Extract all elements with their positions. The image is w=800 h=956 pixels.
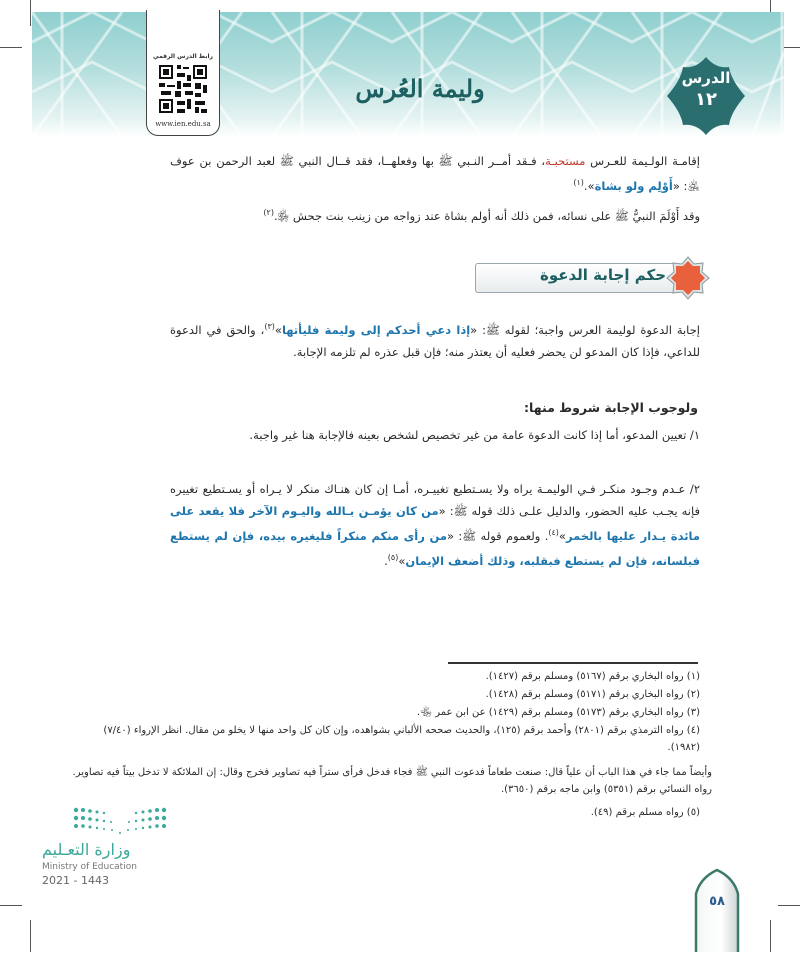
text: ».: [583, 178, 595, 193]
text: ٢/ عـدم وجـود منكـر فـي الوليمـة يراه ولا يسـتطيع تغييـره، أمـا إن كان هنـاك منكر لا يـراه أو يسـتطيع تغييره فإنه يجـب عليه الحضور، والدليل علـى ذلك قوله ﷺ: «: [170, 482, 700, 518]
lesson-label: الدرس: [681, 69, 731, 87]
footnote-ref[interactable]: (٥): [387, 552, 399, 562]
footnote-divider: [448, 662, 698, 664]
footnote: (٥) رواه مسلم برقم (٤٩).: [590, 807, 700, 818]
text: ١/ تعيين المدعو، أما إذا كانت الدعوة عامة من غير تخصيص لشخص بعينه فالإجابة هنا غير واجبة.: [249, 428, 700, 442]
text: ، والحق في الدعوة للداعي، فإذا كان المدعو لن يحضر فعليه أن يعتذر منه؛ فإن قبل عذره لم تلزمه الإجابة.: [170, 322, 700, 359]
footnote-ref[interactable]: (٢): [263, 208, 274, 217]
crop-mark: [0, 47, 22, 48]
text: إجابة الدعوة لوليمة العرس واجبة؛ لقوله ﷺ: «: [470, 322, 700, 337]
footnote-ref[interactable]: (١): [573, 178, 584, 187]
footnote: وأيضاً مما جاء في هذا الباب أن علياً قال: صنعت طعاماً فدعوت النبي ﷺ فجاء فدخل فرأى ستراً فيه تصاوير فخرج وقال: إن الملائكة لا تدخل بيتاً فيه تصاوير. رواه النسائي برقم (٥٣٥١) وابن ماجه برقم (٣٦٥٠).: [72, 767, 712, 795]
qr-code-panel[interactable]: [146, 10, 220, 136]
condition-item-1: [170, 424, 700, 446]
text: ، فـقد أمــر النـبي ﷺ بها وفعلهــا، فقد قــال النبي ﷺ لعبد الرحمن بن عوف ﵁: «: [170, 154, 700, 193]
crop-mark: [0, 905, 22, 906]
ministry-dots-logo-icon: [72, 806, 168, 836]
text: »: [558, 528, 566, 543]
hadith-quote: إذا دعي أحدكم إلى وليمة فليأتها: [281, 322, 471, 337]
footnote: (٣) رواه البخاري برقم (٥١٧٣) ومسلم برقم (١٤٢٩) عن ابن عمر ﵄.: [416, 707, 700, 718]
text: »: [274, 322, 282, 337]
footnote: (٤) رواه الترمذي برقم (٢٨٠١) وأحمد برقم (١٢٥)، والحديث صححه الألباني بشواهده، وإن كان كل واحد منها لا يخلو من مقال. انظر الإرواء (٧/٤٠)(١٩٨٢).: [103, 725, 700, 753]
qr-url[interactable]: www.ien.edu.sa: [155, 120, 211, 128]
text: إقامـة الولـيمة للعـرس: [585, 154, 700, 168]
subheading: ولوجوب الإجابة شروط منها:: [524, 400, 698, 415]
intro-paragraph-2: [100, 202, 700, 227]
footnote-ref[interactable]: (٣): [264, 322, 275, 331]
section-heading: [475, 256, 710, 298]
qr-label: رابط الدرس الرقمي: [153, 53, 213, 60]
footnote: (٢) رواه البخاري برقم (٥١٧١) ومسلم برقم (١٤٢٨).: [485, 689, 700, 700]
text: وقد أَوْلَمَ النبيُّ ﷺ على نسائه، فمن ذلك أنه أولم بشاة عند زواجه من زينب بنت جحش ﵂.: [273, 208, 700, 223]
hadith-quote: أَوْلِم ولو بشاة: [594, 178, 673, 193]
page-tab-shape-icon: [694, 868, 740, 952]
highlight-term: مستحبـة: [545, 154, 586, 168]
hadith-quote: من كان يؤمـن بـالله واليـوم الآخر فلا يقعد على مائدة يـدار عليها بالخمر: [170, 504, 700, 543]
crop-mark: [778, 905, 800, 906]
lesson-number: ١٢: [695, 89, 717, 110]
page-title: وليمة العُرس: [355, 74, 485, 103]
ministry-name-english: Ministry of Education: [42, 862, 137, 872]
crop-mark: [30, 0, 31, 26]
crop-mark: [30, 920, 31, 952]
lesson-badge: [665, 55, 747, 137]
intro-paragraph-1: [170, 150, 700, 197]
page-number: ٥٨: [709, 894, 725, 909]
qr-code-icon[interactable]: [157, 63, 209, 115]
ministry-year: 2021 - 1443: [42, 874, 109, 887]
ministry-name-arabic: وزارة التعـليم: [42, 840, 131, 859]
text: »: [398, 553, 406, 568]
text: . ولعموم قوله ﷺ: «: [447, 528, 549, 543]
section-paragraph: [170, 316, 700, 363]
ministry-logo: [40, 806, 190, 886]
page-number-tab: [694, 868, 740, 952]
hadith-quote: من رأى منكم منكراً فليغيره بيده، فإن لم يستطع فبلسانه، فإن لم يستطع فبقلبه، وذلك أضعف الإيمان: [170, 528, 700, 568]
condition-item-2: [170, 478, 700, 572]
crop-mark: [770, 920, 771, 952]
section-heading-text: حكم إجابة الدعوة: [540, 266, 666, 284]
octagram-icon: [666, 256, 710, 300]
text: .: [384, 553, 388, 568]
footnote: (١) رواه البخاري برقم (٥١٦٧) ومسلم برقم (١٤٢٧).: [485, 671, 700, 682]
footnote-ref[interactable]: (٤): [548, 528, 559, 537]
